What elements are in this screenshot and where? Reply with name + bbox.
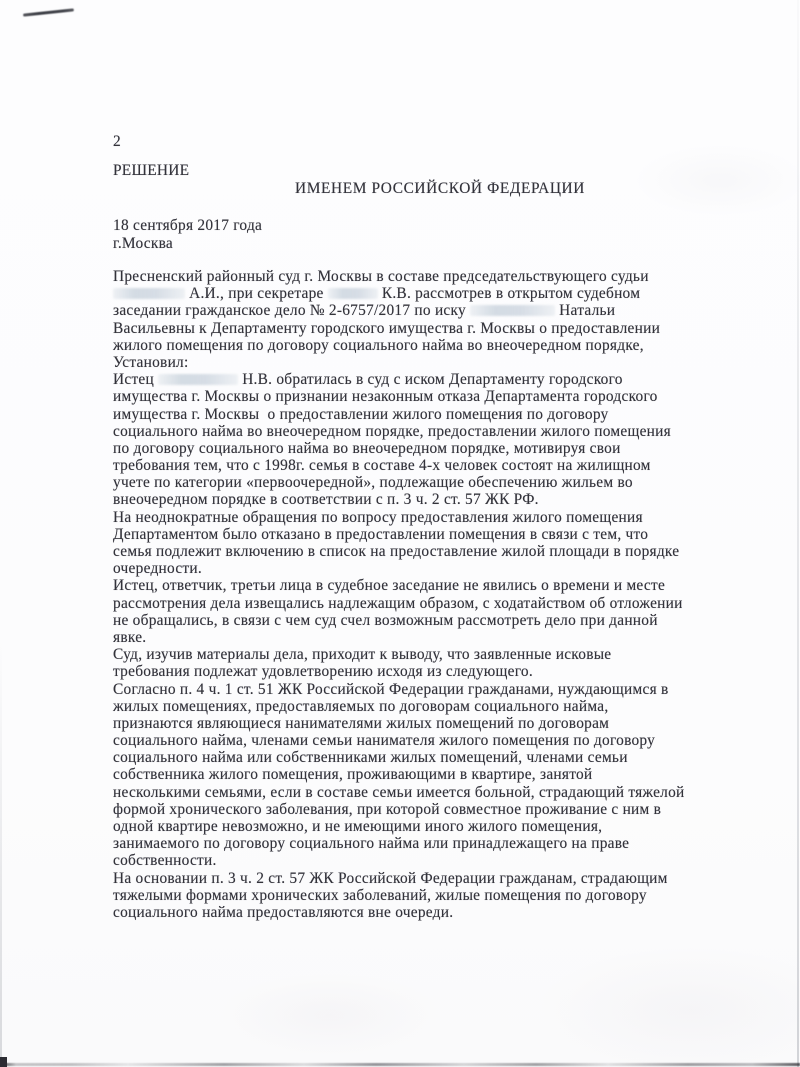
document-text-segment: по договору социального найма во внеочередном порядке, мотивируя свои xyxy=(113,439,621,457)
document-text-segment: Истец xyxy=(113,371,159,389)
document-heading: РЕШЕНИЕ xyxy=(113,162,190,179)
document-line xyxy=(113,784,713,801)
document-text-segment: формой хронического заболевания, при которой совместное проживание с ним в xyxy=(113,800,662,818)
document-text-segment: требования тем, что с 1998г. семья в составе 4-х человек состоят на жилищном xyxy=(113,457,651,475)
document-date: 18 сентября 2017 года xyxy=(113,217,263,234)
document-text-segment: учете по категории «первоочередной», подлежащие обеспечению жильем во xyxy=(113,474,633,492)
document-text-segment: признаются являющиеся нанимателями жилых помещений по договорам xyxy=(113,714,610,732)
document-line xyxy=(113,732,713,749)
document-text-segment: Согласно п. 4 ч. 1 ст. 51 ЖК Российской Федерации гражданами, нуждающимся в xyxy=(113,680,669,698)
document-text-segment: одной квартире невозможно, и не имеющими иного жилого помещения, xyxy=(113,818,603,835)
document-text-segment: Н.В. обратилась в суд с иском Департаменту городского xyxy=(238,371,623,389)
document-text-segment: социального найма во внеочередном порядке, предоставлении жилого помещения xyxy=(113,422,671,440)
document-text-segment: внеочередном порядке в соответствии с п. 3 ч. 2 ст. 57 ЖК РФ. xyxy=(113,491,539,509)
scan-edge-left xyxy=(0,640,2,1067)
document-text-segment: На неоднократные обращения по вопросу предоставления жилого помещения xyxy=(113,508,643,526)
document-line xyxy=(113,681,713,698)
document-text-segment: жилого помещения по договору социального найма во внеочередном порядке, xyxy=(113,336,644,354)
document-line xyxy=(113,440,713,457)
document-text-segment: Натальи xyxy=(555,302,616,320)
document-line xyxy=(113,698,713,715)
document-line xyxy=(113,629,713,646)
document-text-segment: собственника жилого помещения, проживающими в квартире, занятой xyxy=(113,766,593,784)
scan-edge-right xyxy=(797,0,799,1067)
document-line xyxy=(113,268,713,285)
document-line xyxy=(113,887,713,904)
document-text-segment: заседании гражданское дело № 2-6757/2017 по иску xyxy=(113,302,471,320)
document-text-segment: жилых помещениях, предоставляемых по договорам социального найма, xyxy=(113,697,609,715)
document-text-segment: рассмотрения дела извещались надлежащим образом, с ходатайством об отложении xyxy=(113,594,683,612)
document-line xyxy=(113,509,713,526)
scan-corner-artifact xyxy=(0,1057,7,1067)
document-text-segment: требования подлежат удовлетворению исходя из следующего. xyxy=(113,663,533,681)
document-line xyxy=(113,801,713,818)
document-line xyxy=(113,904,713,921)
document-text-segment: Пресненский районный суд г. Москвы в составе председательствующего судьи xyxy=(113,268,649,285)
document-text-segment: тяжелыми формами хронических заболеваний, жилые помещения по договору xyxy=(113,886,647,904)
document-text-segment: социального найма предоставляются вне очереди. xyxy=(113,903,454,921)
document-subheading: ИМЕНЕМ РОССИЙСКОЙ ФЕДЕРАЦИИ xyxy=(295,180,585,197)
document-text-segment: имущества г. Москвы о предоставлении жилого помещения по договору xyxy=(113,405,609,423)
document-line xyxy=(113,766,713,783)
document-text-segment: Установил: xyxy=(113,353,189,371)
document-line xyxy=(113,715,713,732)
document-place: г.Москва xyxy=(113,235,174,252)
document-line xyxy=(113,491,713,508)
document-text-segment: собственности. xyxy=(113,852,217,870)
document-text-segment: очередности. xyxy=(113,560,202,578)
document-line xyxy=(113,388,713,405)
document-line xyxy=(113,337,713,354)
document-text-segment: семья подлежит включению в список на предоставление жилой площади в порядке xyxy=(113,543,680,560)
page-number: 2 xyxy=(113,133,121,150)
redaction-mark xyxy=(470,305,555,316)
document-text-segment: Васильевны к Департаменту городского имущества г. Москвы о предоставлении xyxy=(113,319,661,337)
document-line xyxy=(113,371,713,388)
document-text-segment: На основании п. 3 ч. 2 ст. 57 ЖК Российской Федерации гражданам, страдающим xyxy=(113,869,668,887)
document-line xyxy=(113,474,713,491)
document-text-segment: занимаемого по договору социального найма или принадлежащего на праве xyxy=(113,835,630,853)
document-line xyxy=(113,870,713,887)
scan-edge-bottom xyxy=(0,1063,800,1066)
document-line xyxy=(113,285,713,302)
document-text-segment: социального найма, членами семьи нанимателя жилого помещения по договору xyxy=(113,732,656,750)
document-line xyxy=(113,646,713,663)
document-line xyxy=(113,457,713,474)
document-line xyxy=(113,749,713,766)
document-text-segment: К.В. рассмотрев в открытом судебном xyxy=(377,285,641,303)
document-line xyxy=(113,560,713,577)
document-line xyxy=(113,595,713,612)
document-text-segment: Истец, ответчик, третьи лица в судебное заседание не явились о времени и месте xyxy=(113,577,666,595)
document-body xyxy=(113,268,713,921)
document-line xyxy=(113,354,713,371)
pen-stroke-artifact xyxy=(23,8,74,17)
document-line xyxy=(113,320,713,337)
document-line xyxy=(113,835,713,852)
redaction-mark xyxy=(158,374,238,385)
document-line xyxy=(113,852,713,869)
document-line xyxy=(113,543,713,560)
redaction-mark xyxy=(328,288,378,299)
document-text-segment: А.И., при секретаре xyxy=(185,285,328,303)
document-line xyxy=(113,423,713,440)
document-text-segment: явке. xyxy=(113,628,147,646)
document-line xyxy=(113,612,713,629)
redaction-mark xyxy=(113,288,185,299)
document-text-segment: несколькими семьями, если в составе семьи имеется больной, страдающий тяжелой xyxy=(113,783,685,801)
document-line xyxy=(113,818,713,835)
document-line xyxy=(113,302,713,319)
document-line xyxy=(113,577,713,594)
document-text-segment: не обращались, в связи с чем суд счел возможным рассмотреть дело при данной xyxy=(113,611,658,629)
document-text-segment: имущества г. Москвы о признании незаконным отказа Департамента городского xyxy=(113,388,658,406)
document-line xyxy=(113,406,713,423)
document-line xyxy=(113,526,713,543)
document-text-segment: социального найма или собственниками жилых помещений, членами семьи xyxy=(113,749,628,767)
document-line xyxy=(113,663,713,680)
document-text-segment: Суд, изучив материалы дела, приходит к выводу, что заявленные исковые xyxy=(113,646,612,664)
document-text-segment: Департаментом было отказано в предоставлении помещения в связи с тем, что xyxy=(113,525,649,543)
